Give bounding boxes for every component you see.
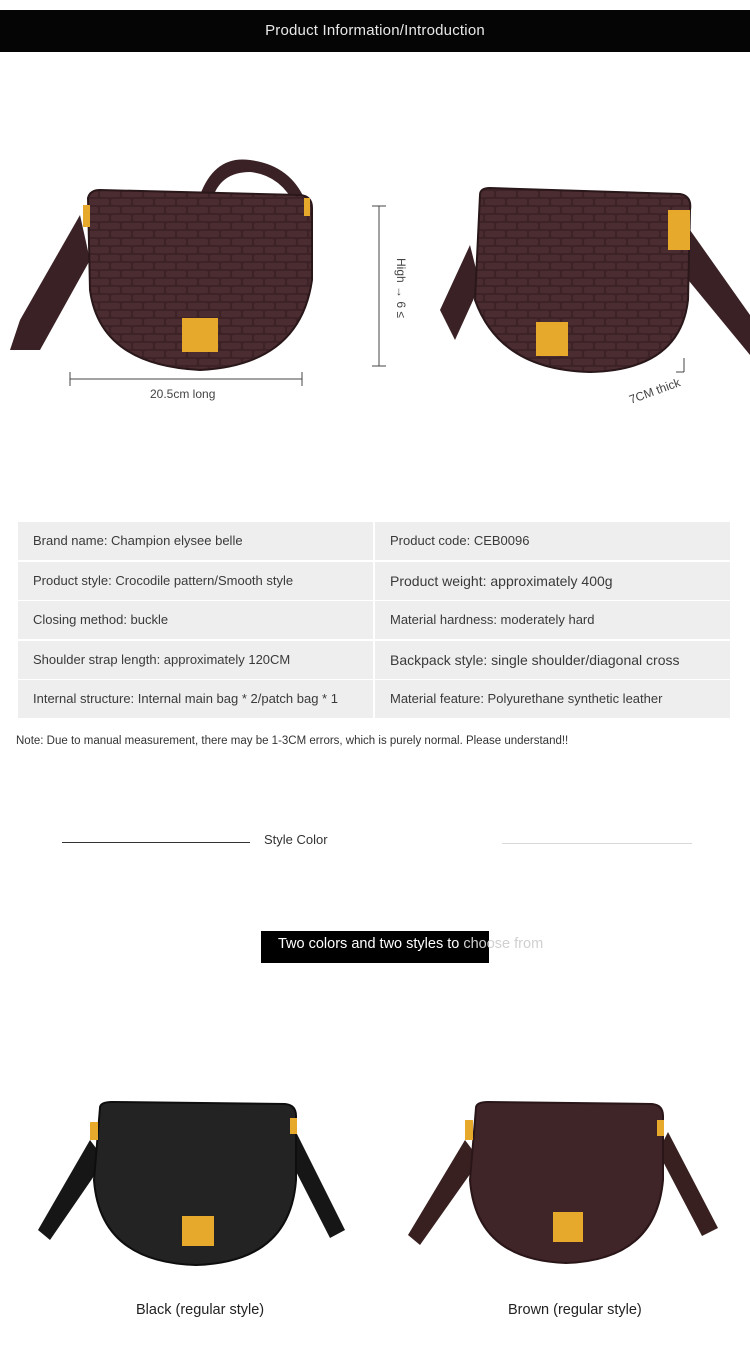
spec-strap-length: Shoulder strap length: approximately 120CM [18,641,373,679]
spec-row [18,680,730,718]
page-header [0,10,750,52]
header-title: Product Information/Introduction [265,22,485,39]
spec-backpack-style: Backpack style: single shoulder/diagonal cross [375,641,730,679]
spec-brand-name: Brand name: Champion elysee belle [18,522,373,560]
choose-banner-text: Two colors and two styles to choose from [278,936,544,952]
style-color-title: Style Color [264,832,328,847]
spec-material-hardness: Material hardness: moderately hard [375,601,730,639]
spec-internal-structure: Internal structure: Internal main bag * 2/patch bag * 1 [18,680,373,718]
spec-product-style: Product style: Crocodile pattern/Smooth style [18,562,373,600]
croc-bag-front-image [0,150,750,410]
spec-table [18,522,730,720]
spec-row [18,641,730,679]
divider-left [62,842,250,843]
spec-closing-method: Closing method: buckle [18,601,373,639]
thickness-label: 7CM thick [627,375,683,407]
brown-bag-image [390,1060,730,1280]
spec-product-weight: Product weight: approximately 400g [375,562,730,600]
spec-product-code: Product code: CEB0096 [375,522,730,560]
black-bag-image [20,1060,360,1280]
spec-row [18,522,730,560]
spec-row [18,562,730,600]
divider-right [502,843,692,844]
spec-row [18,601,730,639]
brown-variant-label: Brown (regular style) [508,1302,642,1318]
spec-material-feature: Material feature: Polyurethane synthetic leather [375,680,730,718]
height-label: High → 6 ≤ [394,258,408,318]
length-label: 20.5cm long [150,387,216,401]
black-variant-label: Black (regular style) [136,1302,265,1318]
measurement-note: Note: Due to manual measurement, there may be 1-3CM errors, which is purely normal. Please understand!! [16,735,569,747]
